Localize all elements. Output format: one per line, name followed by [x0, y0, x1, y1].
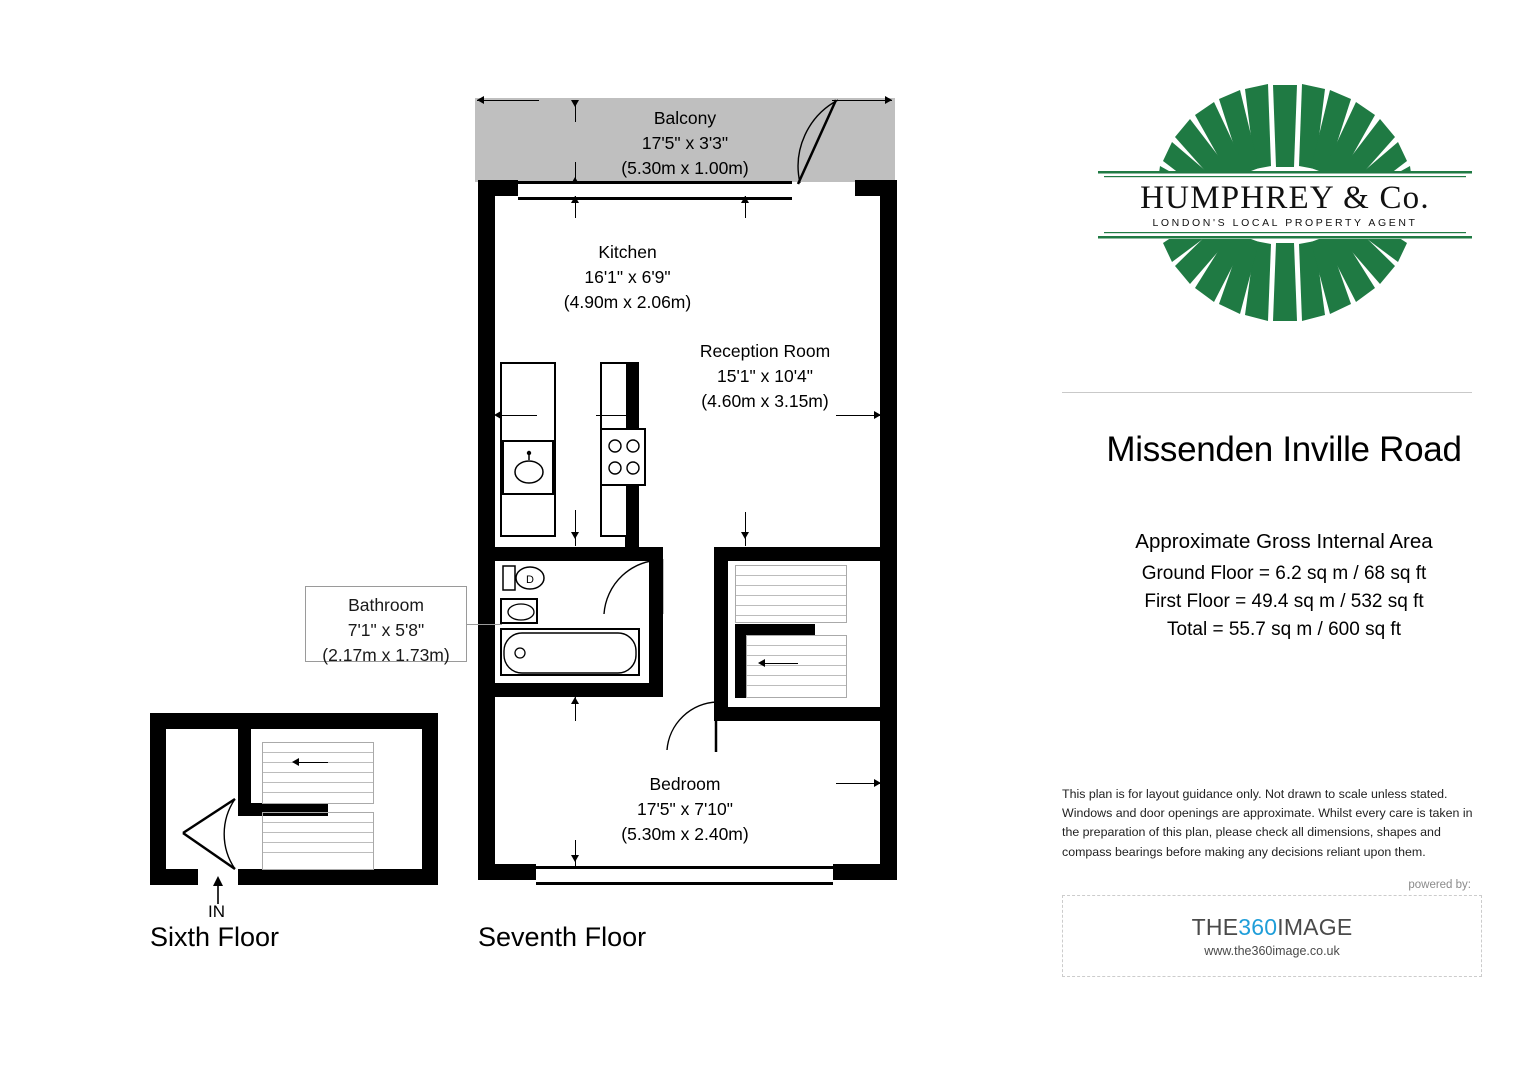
page-title: Missenden Inville Road — [1106, 430, 1462, 469]
sixth-wall-right — [422, 713, 438, 885]
bathroom-name: Bathroom — [348, 595, 424, 615]
area-heading: Approximate Gross Internal Area — [1135, 530, 1433, 553]
stair-step — [736, 605, 846, 606]
wall-hall-bottom — [714, 707, 884, 721]
stair-step — [263, 792, 373, 793]
stair-step — [263, 832, 373, 833]
sixth-wall-top — [150, 713, 438, 729]
sixth-stair-direction-arrow-icon — [292, 758, 299, 766]
brand-prefix: THE — [1191, 914, 1239, 940]
panel-divider — [1062, 392, 1472, 393]
reception-metric: (4.60m x 3.15m) — [701, 390, 829, 411]
balcony-imperial: 17'5" x 3'3" — [641, 132, 729, 153]
stair-step — [263, 772, 373, 773]
hob-icon — [600, 428, 648, 488]
stair-step — [263, 752, 373, 753]
svg-text:D: D — [526, 574, 534, 586]
stair-step — [263, 842, 373, 843]
sink-icon — [500, 440, 558, 498]
brand-url[interactable]: www.the360image.co.uk — [1204, 944, 1340, 958]
room-label-balcony — [545, 106, 825, 181]
kitchen-dim-arrow-l — [494, 411, 501, 419]
stair-step — [747, 685, 846, 686]
stair-direction-arrow-icon — [758, 659, 765, 667]
disclaimer-text: This plan is for layout guidance only. Not drawn to scale unless stated. Windows and door openings are approximate. Whilst every care is taken in the preparation of this plan, please check all dimensions, shapes and compass bearings before making any decisions reliant upon them. — [1062, 787, 1473, 859]
reception-dim-arrow-r — [874, 411, 881, 419]
bathroom-door-arc-icon — [600, 556, 672, 620]
wall-stair-inner-v — [735, 624, 746, 698]
wall-bottom-left-seg — [478, 864, 536, 880]
kitchen-metric: (4.90m x 2.06m) — [563, 291, 692, 312]
area-summary — [1040, 530, 1528, 647]
kitchen-dim-arrow-r — [629, 411, 636, 419]
balcony-dim-top — [477, 100, 539, 101]
kitchen-name: Kitchen — [598, 242, 657, 262]
bathroom-imperial: 7'1" x 5'8" — [347, 619, 425, 640]
entrance-in-label: IN — [208, 902, 225, 921]
stair-step — [747, 645, 846, 646]
stair-direction-line — [762, 663, 798, 664]
kitchen-imperial: 16'1" x 6'9" — [584, 266, 671, 287]
stairs-lower-lower-flight — [262, 812, 374, 870]
wall-bottom-right-seg — [833, 864, 897, 880]
stair-step — [747, 675, 846, 676]
balcony-dim-left-arrow — [571, 100, 579, 107]
bedroom-metric: (5.30m x 2.40m) — [621, 823, 749, 844]
stair-step — [736, 575, 846, 576]
sixth-wall-left — [150, 713, 166, 885]
stair-step — [736, 595, 846, 596]
reception-dim-arrow-down — [741, 532, 749, 539]
kitchen-dim-arrow-up — [571, 196, 579, 203]
brand-mid: 360 — [1238, 914, 1278, 940]
bedroom-dim-arrow-down — [571, 855, 579, 862]
stair-step — [736, 585, 846, 586]
bathroom-dim-arrow-up — [571, 697, 579, 704]
kitchen-dim-arrow-down — [571, 532, 579, 539]
wall-stair-inner — [735, 624, 815, 635]
svg-text:LONDON'S LOCAL PROPERTY AGENT: LONDON'S LOCAL PROPERTY AGENT — [1152, 217, 1418, 229]
bathroom-leader-line — [467, 624, 502, 625]
bedroom-name: Bedroom — [649, 774, 721, 794]
bedroom-dim-v — [575, 840, 576, 866]
bedroom-door-arc-icon — [665, 700, 727, 756]
powered-by-label: powered by: — [1408, 879, 1471, 891]
area-line-first: First Floor = 49.4 sq m / 532 sq ft — [1144, 591, 1424, 612]
stair-step — [263, 782, 373, 783]
basin-icon — [500, 596, 542, 626]
stair-step — [747, 655, 846, 656]
brand-suffix: IMAGE — [1277, 914, 1353, 940]
balcony-dim-top2 — [832, 100, 892, 101]
humphrey-logo-icon — [1080, 75, 1490, 335]
svg-text:HUMPHREY & Co.: HUMPHREY & Co. — [1140, 180, 1430, 216]
wall-hall-left — [714, 547, 728, 721]
wall-bathroom-bottom — [481, 683, 663, 697]
area-line-ground: Ground Floor = 6.2 sq m / 68 sq ft — [1141, 563, 1427, 584]
bedroom-imperial: 17'5" x 7'10" — [637, 798, 733, 819]
room-label-bedroom — [555, 772, 815, 847]
sixth-wall-bottom-right — [238, 869, 438, 885]
stair-step — [263, 852, 373, 853]
reception-dim-v2 — [745, 512, 746, 546]
kitchen-dim-v-bot — [575, 510, 576, 546]
room-label-kitchen — [490, 240, 765, 315]
wall-hall-top — [714, 547, 884, 561]
floor-label-seventh: Seventh Floor — [478, 922, 647, 952]
reception-name: Reception Room — [699, 341, 831, 361]
info-panel — [1040, 0, 1528, 1080]
toilet-icon — [498, 560, 558, 600]
wall-top-right-seg — [855, 180, 897, 196]
window-bottom — [536, 866, 833, 885]
bathroom-metric: (2.17m x 1.73m) — [322, 644, 450, 665]
window-top — [518, 181, 792, 200]
the360image-brand — [1063, 914, 1481, 941]
bedroom-dim-arrow-r — [874, 779, 881, 787]
area-line-total: Total = 55.7 sq m / 600 sq ft — [1167, 619, 1401, 640]
kitchen-dim-h — [497, 415, 537, 416]
powered-by-box — [1062, 879, 1482, 977]
floor-label-sixth: Sixth Floor — [150, 922, 280, 952]
reception-dim-arrow-up — [741, 196, 749, 203]
room-label-bathroom — [305, 586, 467, 665]
company-logo — [1080, 75, 1490, 335]
balcony-dim-top-arrow-l — [477, 96, 484, 104]
stair-step — [736, 615, 846, 616]
balcony-metric: (5.30m x 1.00m) — [621, 157, 749, 178]
wall-right-main — [880, 180, 897, 880]
sixth-stair-direction-line — [296, 762, 328, 763]
wall-top-left-seg — [478, 180, 518, 196]
balcony-name: Balcony — [653, 108, 717, 128]
reception-imperial: 15'1" x 10'4" — [717, 365, 813, 386]
room-label-reception — [640, 339, 890, 414]
entrance-door-arc-icon — [175, 795, 255, 877]
stair-step — [263, 822, 373, 823]
balcony-dim-top-arrow-r — [885, 96, 892, 104]
bath-icon — [500, 628, 642, 678]
